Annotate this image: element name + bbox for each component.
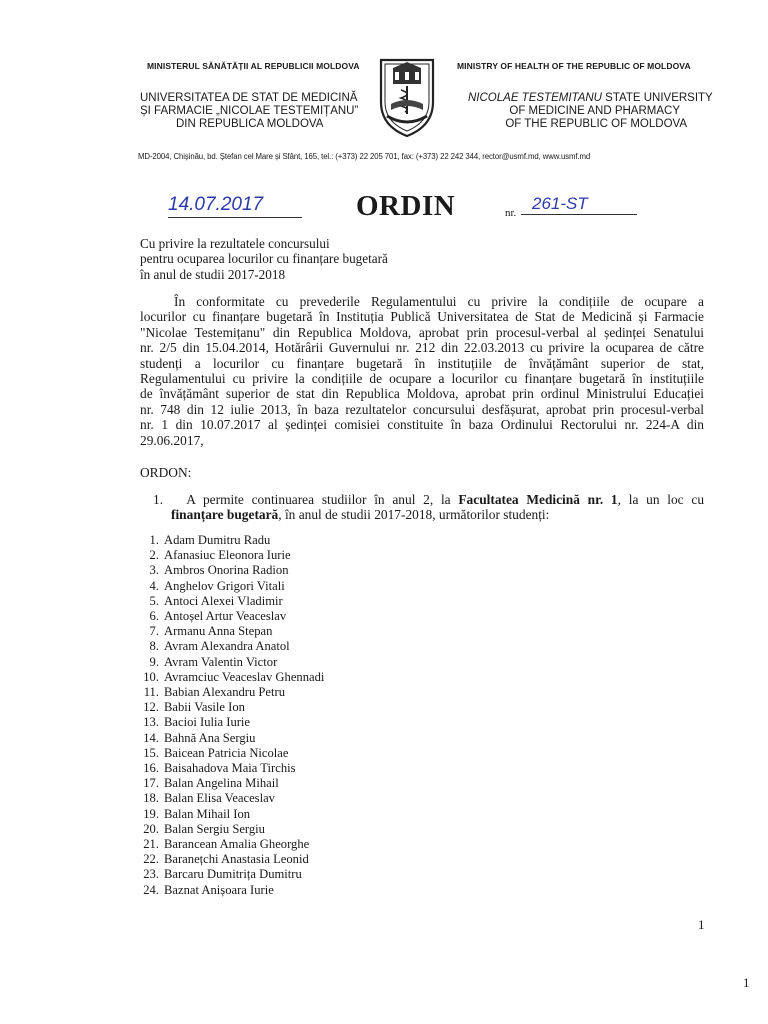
list-item	[140, 670, 324, 685]
faculty-name: Facultatea Medicină nr. 1	[458, 492, 618, 507]
list-item	[140, 609, 324, 624]
list-item-number: 15.	[143, 745, 159, 760]
list-item	[140, 700, 324, 715]
student-name: Antoșel Artur Veaceslav	[164, 609, 287, 624]
student-name: Avramciuc Veaceslav Ghennadi	[164, 669, 325, 684]
list-item	[140, 639, 324, 654]
preamble	[140, 294, 704, 448]
subject-line-1: Cu privire la rezultatele concursului	[140, 236, 330, 251]
list-item-number: 21.	[143, 837, 159, 852]
budget-funding: finanțare bugetară	[171, 507, 279, 523]
list-item	[140, 594, 324, 609]
list-item-number: 11.	[143, 685, 159, 700]
preamble-line: studenți a locurilor cu finanțare bugetară în instituțiile de învățământ superior de stat,	[140, 355, 704, 371]
university-crest-icon	[373, 56, 441, 138]
preamble-line: nr. 1 din 10.07.2017 al ședinței comisiei constituite în baza Ordinului Rectorului nr. 224-A din	[140, 417, 704, 433]
right-institution-italic: NICOLAE TESTEMITANU	[468, 92, 602, 104]
left-institution-line-1: UNIVERSITATEA DE STAT DE MEDICINĂ	[140, 92, 358, 104]
right-institution-line-1: NICOLAE TESTEMITANU STATE UNIVERSITY	[468, 92, 713, 104]
student-name: Baznat Anișoara Iurie	[164, 882, 274, 897]
order-number: 261-ST	[532, 194, 588, 213]
list-item-number: 6.	[149, 609, 159, 624]
order-item-1-line-1: 1. A permite continuarea studiilor în anul 2, la Facultatea Medicină nr. 1, la un loc cu	[153, 492, 705, 507]
student-name: Babian Alexandru Petru	[164, 685, 286, 700]
student-name: Balan Elisa Veaceslav	[164, 791, 275, 806]
list-item-number: 16.	[143, 761, 159, 776]
subject	[140, 236, 388, 282]
list-item	[140, 655, 324, 670]
list-item-number: 4.	[149, 578, 159, 593]
student-name: Babii Vasile Ion	[164, 700, 245, 715]
list-item	[140, 807, 324, 822]
list-item-number: 14.	[143, 730, 159, 745]
list-item-number: 22.	[143, 852, 159, 867]
student-name: Balan Mihail Ion	[164, 806, 251, 821]
student-name: Baicean Patricia Nicolae	[164, 745, 289, 760]
right-ministry: MINISTRY OF HEALTH OF THE REPUBLIC OF MOLDOVA	[457, 61, 691, 71]
subject-line-2: pentru ocuparea locurilor cu finanțare bugetară	[140, 251, 388, 267]
list-item-number: 19.	[143, 806, 159, 821]
student-name: Baisahadova Maia Tirchis	[164, 761, 296, 776]
list-item	[140, 852, 324, 867]
preamble-line: Regulamentului cu privire la condițiile de ocupare a locurilor cu finanțare bugetară în instituțiile	[140, 371, 704, 387]
date-underline	[168, 217, 302, 218]
list-item	[140, 837, 324, 852]
list-item-number: 18.	[143, 791, 159, 806]
preamble-line: nr. 748 din 12 iulie 2013, în baza rezultatelor concursului desfășurat, aprobat prin procesul-verbal	[140, 401, 704, 417]
preamble-line: de învățământ superior de stat din Republica Moldova, aprobat prin ordinul Ministrului Educației	[140, 386, 704, 402]
list-item	[140, 746, 324, 761]
right-institution-line-2: OF MEDICINE AND PHARMACY	[509, 105, 680, 117]
student-name: Baranețchi Anastasia Leonid	[164, 852, 309, 867]
list-item	[140, 761, 324, 776]
student-name: Afanasiuc Eleonora Iurie	[164, 548, 291, 563]
list-item	[140, 533, 324, 548]
preamble-line: 29.06.2017,	[140, 432, 204, 448]
list-item-number: 13.	[143, 715, 159, 730]
list-item-number: 2.	[149, 548, 159, 563]
student-name: Balan Angelina Mihail	[164, 776, 279, 791]
student-name: Barcaru Dumitrița Dumitru	[164, 867, 302, 882]
right-institution-line-3: OF THE REPUBLIC OF MOLDOVA	[505, 118, 687, 130]
list-item-number: 12.	[143, 700, 159, 715]
order-nr-label: nr.	[505, 207, 517, 219]
list-item	[140, 548, 324, 563]
page-number-inner: 1	[698, 917, 705, 932]
student-name: Avram Alexandra Anatol	[164, 639, 290, 654]
list-item	[140, 791, 324, 806]
list-item	[140, 822, 324, 837]
list-item	[140, 685, 324, 700]
student-name: Bahnă Ana Sergiu	[164, 730, 256, 745]
student-name: Barancean Amalia Gheorghe	[164, 837, 310, 852]
list-item-number: 8.	[149, 639, 159, 654]
list-item	[140, 883, 324, 898]
right-institution	[468, 92, 713, 131]
student-name: Adam Dumitru Radu	[164, 533, 271, 547]
preamble-line: "Nicolae Testemițanu" din Republica Moldova, aprobat prin procesul-verbal al ședinței Senatului	[140, 324, 704, 340]
list-item-number: 9.	[149, 654, 159, 669]
left-institution-line-3: DIN REPUBLICA MOLDOVA	[176, 118, 324, 130]
student-name: Balan Sergiu Sergiu	[164, 821, 265, 836]
list-item	[140, 579, 324, 594]
left-ministry: MINISTERUL SĂNĂTĂȚII AL REPUBLICII MOLDOVA	[147, 61, 360, 71]
preamble-line: În conformitate cu prevederile Regulamentului cu privire la condițiile de ocupare a	[174, 294, 704, 309]
student-name: Anghelov Grigori Vitali	[164, 578, 285, 593]
preamble-line: locurilor cu finanțare bugetară în Instituția Publică Universitatea de Stat de Medicină și Farmacie	[140, 309, 704, 325]
student-name: Avram Valentin Victor	[164, 654, 278, 669]
list-item	[140, 563, 324, 578]
order-date: 14.07.2017	[168, 194, 264, 215]
subject-line-3: în anul de studii 2017-2018	[140, 266, 286, 282]
student-name: Ambros Onorina Radion	[164, 563, 289, 578]
list-item-number: 23.	[143, 867, 159, 882]
list-item-number: 17.	[143, 776, 159, 791]
left-institution	[140, 92, 358, 131]
list-item	[140, 731, 324, 746]
order-item-1	[153, 492, 704, 523]
list-item	[140, 776, 324, 791]
list-item-number: 10.	[143, 669, 159, 684]
page-number-outer: 1	[743, 975, 750, 990]
address-line: MD-2004, Chișinău, bd. Ștefan cel Mare și Sfânt, 165, tel.: (+373) 22 205 701, fax: (+373) 22 242 344, rector@usmf.md, www.usmf.md	[138, 152, 591, 161]
list-item-number: 24.	[143, 882, 159, 897]
ordon-heading: ORDON:	[140, 465, 192, 480]
list-item-number: 20.	[143, 821, 159, 836]
order-title: ORDIN	[356, 190, 456, 222]
list-item-number: 7.	[149, 624, 159, 639]
student-name: Antoci Alexei Vladimir	[164, 593, 283, 608]
list-item	[140, 624, 324, 639]
student-list	[140, 533, 324, 898]
list-item	[140, 715, 324, 730]
list-item	[140, 867, 324, 882]
left-institution-line-2: ȘI FARMACIE „NICOLAE TESTEMIȚANU”	[140, 105, 359, 117]
student-name: Armanu Anna Stepan	[164, 624, 273, 639]
number-underline	[521, 214, 637, 215]
list-item-number: 5.	[149, 593, 159, 608]
list-item-number: 1.	[149, 533, 159, 547]
student-name: Bacioi Iulia Iurie	[164, 715, 251, 730]
list-item-number: 3.	[149, 563, 159, 578]
preamble-line: nr. 2/5 din 15.04.2014, Hotărârii Guvernului nr. 212 din 22.03.2013 cu privire la ocuparea de către	[140, 340, 704, 356]
order-item-1-line-2: finanțare bugetară, în anul de studii 2017-2018, următorilor studenți:	[171, 507, 550, 523]
